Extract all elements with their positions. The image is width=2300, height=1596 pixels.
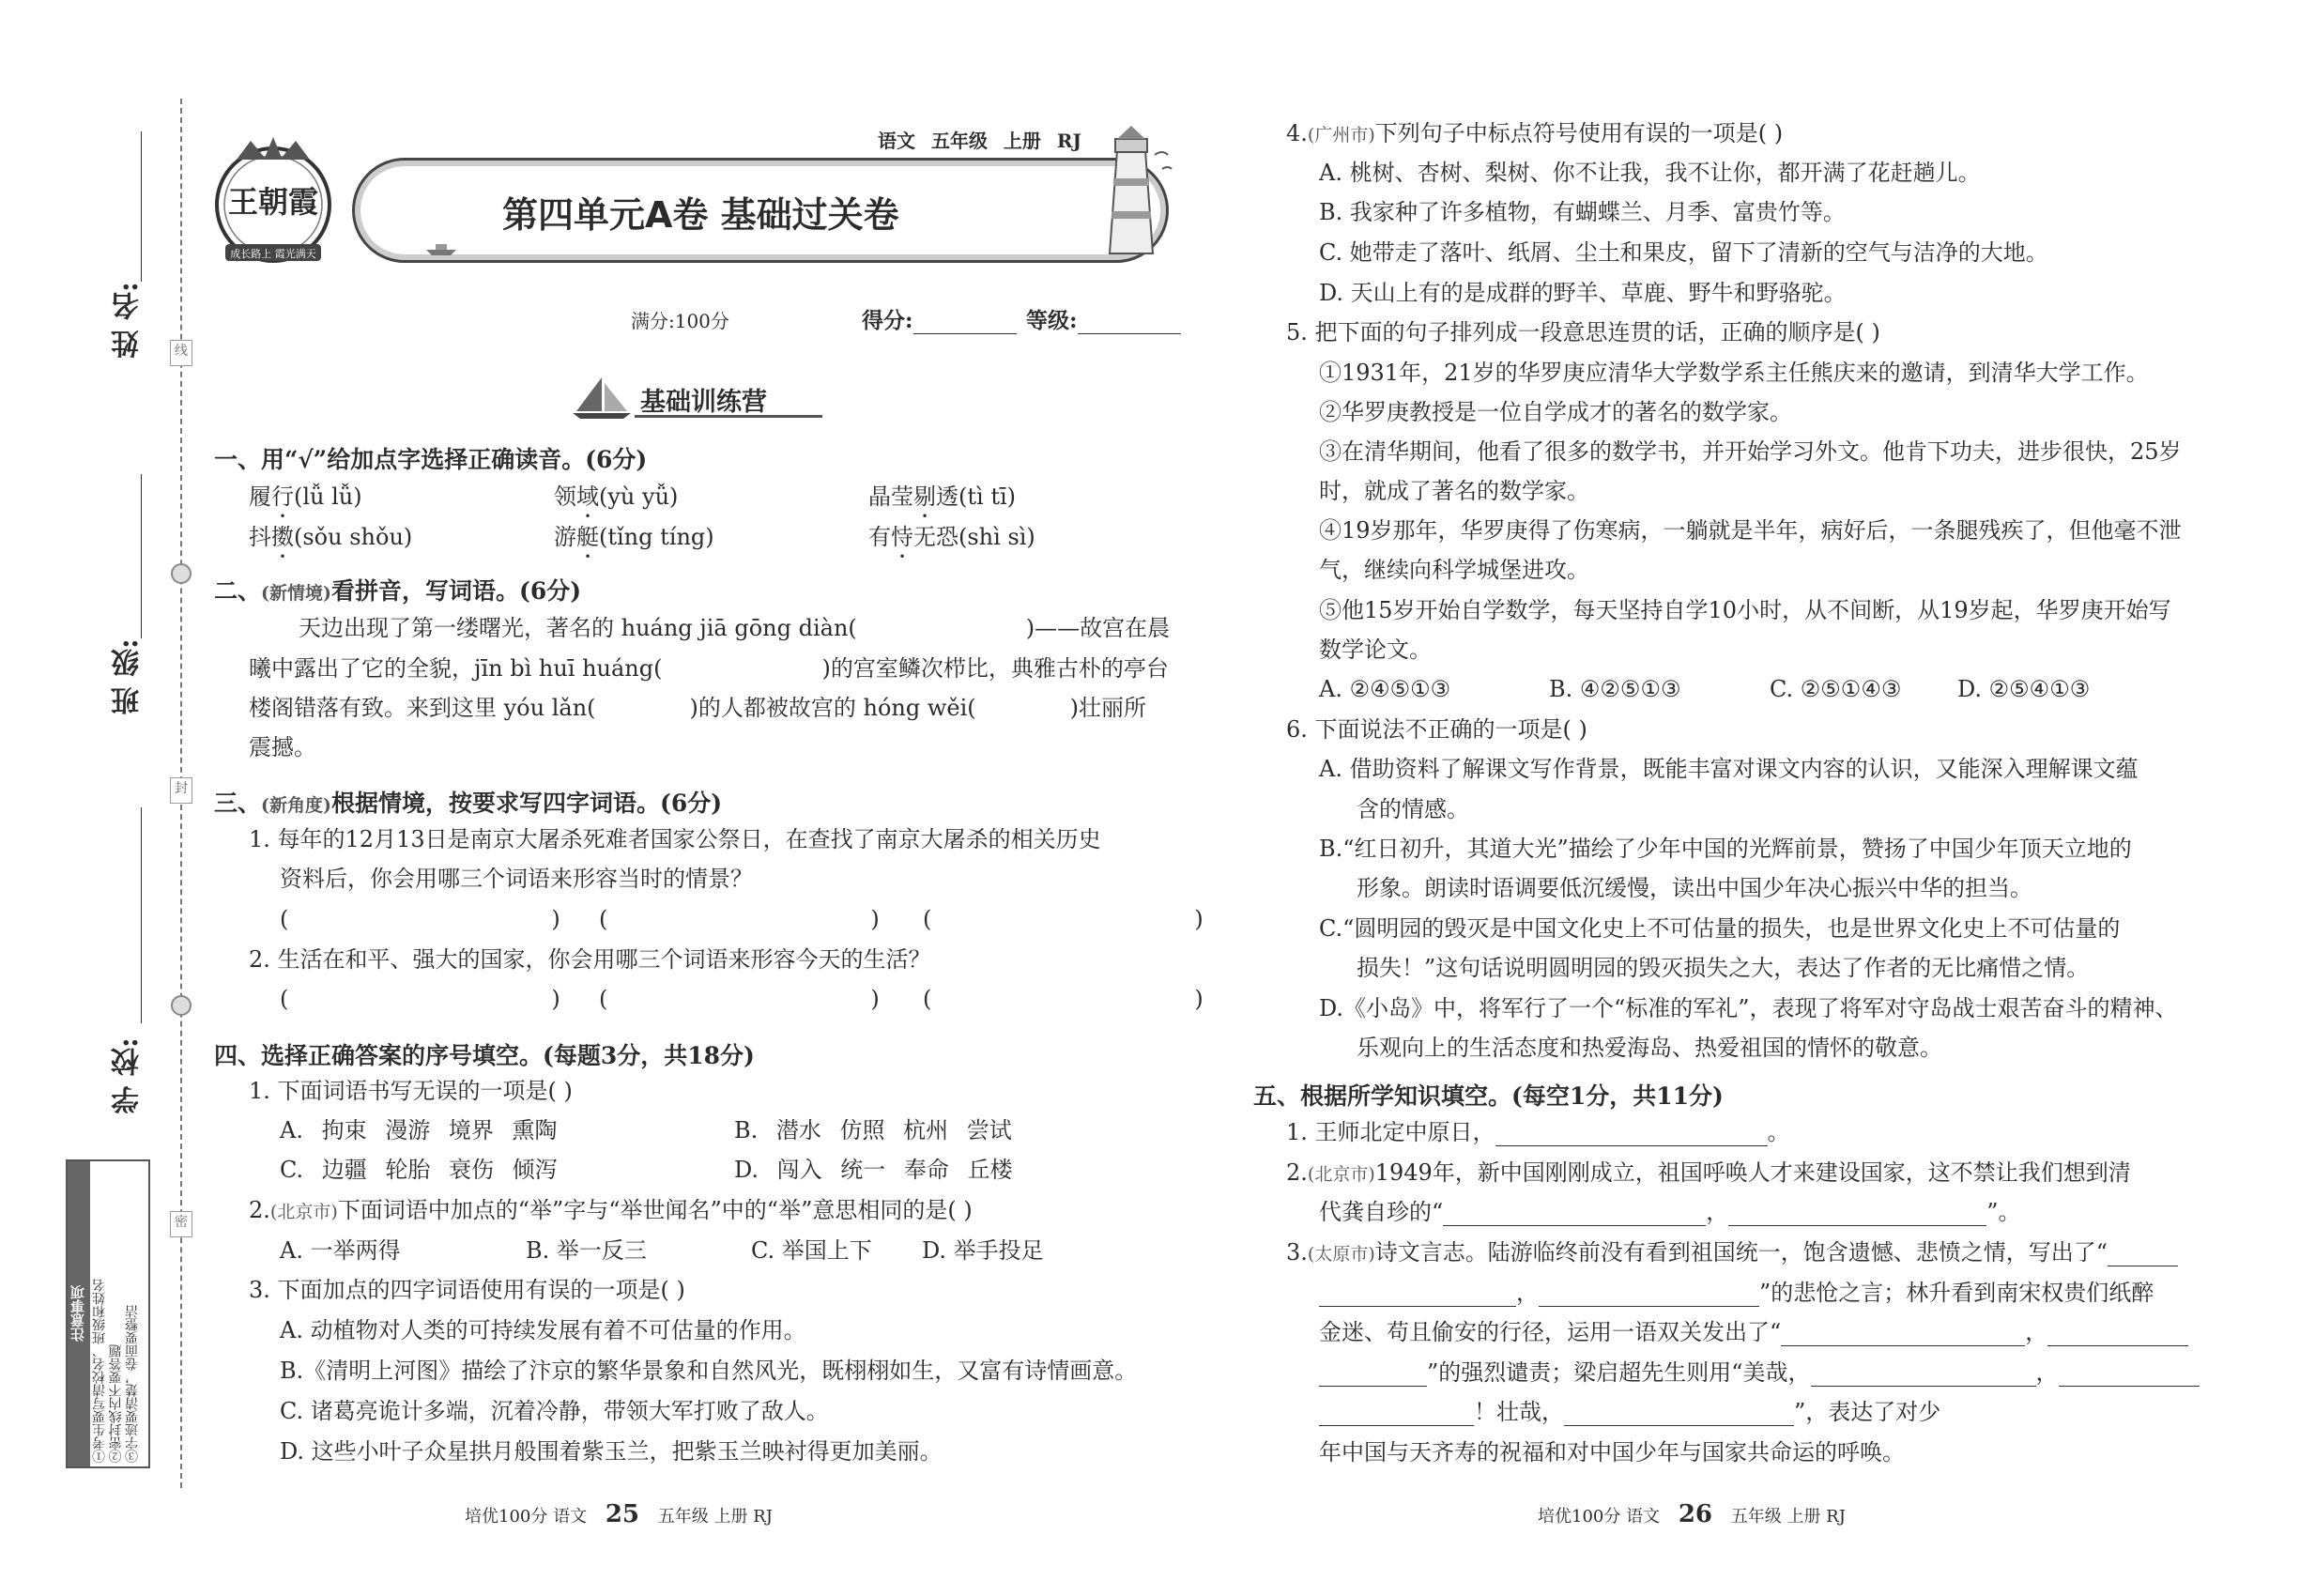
- q3-blank-row-2[interactable]: ( ) ( ) ( ): [280, 986, 1204, 1012]
- q4-s2-opt-d[interactable]: D. 举手投足: [922, 1237, 1044, 1264]
- q3-sub1-a: 1. 每年的12月13日是南京大屠杀死难者国家公祭日，在查找了南京大屠杀的相关历史: [249, 826, 1101, 852]
- q5-s1: 1. 王师北定中原日， 。: [1286, 1119, 1790, 1145]
- section-banner-text: 基础训练营: [640, 388, 767, 417]
- q5-s3-l2: ， ”的悲怆之言；林升看到南宋权贵们纸醉: [1319, 1280, 2154, 1307]
- notice-text: [90, 1161, 148, 1466]
- q4-s5-opt-d[interactable]: D. ②⑤④①③: [1957, 676, 2091, 702]
- q5-s3-l6: 年中国与天齐寿的祝福和对中国少年与国家共命运的呼唤。: [1319, 1439, 1905, 1466]
- q5-s3-l5: ！壮哉， ”，表达了对少: [1319, 1399, 1940, 1426]
- q3-blank-row-1[interactable]: ( ) ( ) ( ): [280, 906, 1204, 932]
- q2-tag: (新情境): [261, 583, 331, 604]
- q5-blank-1[interactable]: [1495, 1121, 1768, 1146]
- class-line: [141, 474, 142, 638]
- q4-s6-line-1[interactable]: A. 借助资料了解课文写作背景，既能丰富对课文内容的认识，又能深入理解课文蕴: [1319, 756, 2139, 782]
- logo: [208, 131, 338, 269]
- q4-s5-line-6: 气，继续向科学城堡进攻。: [1319, 557, 1589, 583]
- q5-s3: 3.(太原市)诗文言志。陆游临终前没有看到祖国统一，饱含遗憾、悲愤之情，写出了“: [1286, 1239, 2178, 1266]
- q4-s5-opt-a[interactable]: A. ②④⑤①③: [1319, 676, 1451, 702]
- q4-s5-line-4: 时，就成了著名的数学家。: [1319, 478, 1589, 504]
- q2-line-3: 楼阁错落有致。来到这里 yóu lǎn( )的人都被故宫的 hóng wěi( )壮丽所: [249, 695, 1147, 721]
- q4-s6-line-7[interactable]: D.《小岛》中，将军行了一个“标准的军礼”，表现了将军对守岛战士艰苦奋斗的精神、: [1319, 995, 2178, 1021]
- notice-title: 注意事项: [68, 1161, 90, 1466]
- q5-s2: 2.(北京市)1949年，新中国刚刚成立，祖国呼唤人才来建设国家，这不禁让我们想到清: [1286, 1159, 2131, 1186]
- footer-right: [1538, 1500, 1846, 1528]
- q2-title-text: 看拼音，写词语。(6分): [331, 577, 582, 605]
- q4-s5-line-8: 数学论文。: [1319, 637, 1432, 663]
- class-label: 班 级:: [112, 638, 145, 715]
- footer-left-prefix: 培优100分 语文: [465, 1507, 588, 1527]
- q5-blank-4[interactable]: [2108, 1241, 2178, 1266]
- binding-hole-1: [171, 563, 192, 584]
- q4-s6-line-5[interactable]: C.“圆明园的毁灭是中国文化史上不可估量的损失，也是世界文化史上不可估量的: [1319, 915, 2121, 942]
- q5-blank-7[interactable]: [1781, 1321, 2025, 1346]
- grade-blank[interactable]: [1078, 311, 1181, 334]
- q4-title: 四、选择正确答案的序号填空。(每题3分，共18分): [214, 1042, 755, 1069]
- q1-item-5[interactable]: 游艇(tǐng tíng): [554, 524, 714, 550]
- q4-s1-opt-c[interactable]: C. 边疆 轮胎 衰伤 倾泻: [280, 1157, 558, 1183]
- page-number-right: 26: [1678, 1500, 1712, 1528]
- logo-tagline: 成长路上 霞光满天: [230, 248, 316, 260]
- lighthouse-icon: [1080, 122, 1183, 267]
- q4-s1-opt-a[interactable]: A. 拘束 漫游 境界 熏陶: [280, 1117, 558, 1143]
- boat-icon: [424, 242, 458, 261]
- q4-s5-line-2: ②华罗庚教授是一位自学成才的著名的数学家。: [1319, 399, 1792, 425]
- cut-marker-2: 封: [170, 777, 192, 804]
- notice-item-3: ③字迹要清楚，卷面要整洁: [125, 1305, 140, 1463]
- q4-s6-line-2: 含的情感。: [1357, 796, 1469, 822]
- q5-blank-3[interactable]: [1728, 1201, 1986, 1226]
- q4-s6-line-6: 损失！”这句话说明圆明园的毁灭损失之大，表达了作者的无比痛惜之情。: [1357, 955, 2090, 981]
- q5-s3-l4: ”的强烈谴责；梁启超先生则用“美哉， ，: [1319, 1359, 2200, 1387]
- name-line: [141, 131, 142, 282]
- q5-blank-6[interactable]: [1539, 1281, 1759, 1307]
- q5-blank-10[interactable]: [1811, 1361, 2036, 1387]
- q3-title: 三、(新角度)根据情境，按要求写四字词语。(6分): [214, 790, 723, 817]
- q1-item-2[interactable]: 领域(yù yǚ): [554, 483, 679, 510]
- q4-s4-opt-c[interactable]: C. 她带走了落叶、纸屑、尘土和果皮，留下了清新的空气与洁净的大地。: [1319, 239, 2048, 266]
- q5-blank-12[interactable]: [1319, 1401, 1474, 1426]
- q4-s5-opt-b[interactable]: B. ④②⑤①③: [1549, 676, 1681, 702]
- q4-s6: 6. 下面说法不正确的一项是( ): [1286, 716, 1587, 743]
- q4-s5-line-1: ①1931年，21岁的华罗庚应清华大学数学系主任熊庆来的邀请，到清华大学工作。: [1319, 360, 2149, 386]
- q4-s1: 1. 下面词语书写无误的一项是( ): [249, 1078, 573, 1104]
- q4-s2-opt-a[interactable]: A. 一举两得: [280, 1237, 401, 1264]
- cut-marker-3: 密: [170, 1211, 192, 1237]
- q2-line-4: 震撼。: [249, 734, 316, 760]
- q4-s6-line-4: 形象。朗读时语调要低沉缓慢，读出中国少年决心振兴中华的担当。: [1357, 875, 2032, 901]
- q2-line-2: 曦中露出了它的全貌，jīn bì huī huáng( )的宫室鳞次栉比，典雅古朴的亭台: [249, 655, 1169, 682]
- q5-s3-l3: 金迷、苟且偷安的行径，运用一语双关发出了“ ，: [1319, 1319, 2188, 1346]
- name-label: 姓 名:: [112, 282, 145, 359]
- q4-s3-opt-d[interactable]: D. 这些小叶子众星拱月般围着紫玉兰，把紫玉兰映衬得更加美丽。: [280, 1438, 943, 1465]
- q4-s4-opt-b[interactable]: B. 我家种了许多植物，有蝴蝶兰、月季、富贵竹等。: [1319, 199, 1846, 225]
- q3-tag: (新角度): [261, 795, 331, 816]
- q1-item-1[interactable]: 履行(lǚ lǚ): [249, 483, 362, 510]
- q2-title: 二、(新情境)看拼音，写词语。(6分): [214, 577, 582, 605]
- q5-blank-9[interactable]: [1319, 1361, 1427, 1387]
- footer-right-prefix: 培优100分 语文: [1538, 1507, 1661, 1527]
- q4-s4: 4.(广州市)下列句子中标点符号使用有误的一项是( ): [1286, 120, 1784, 146]
- q4-s1-opt-b[interactable]: B. 潜水 仿照 杭州 尝试: [734, 1117, 1012, 1143]
- q1-item-3[interactable]: 晶莹剔透(tì tī): [868, 483, 1016, 510]
- notice-item-2: ②密封线内不要答题: [108, 1344, 124, 1463]
- q4-s4-opt-a[interactable]: A. 桃树、杏树、梨树、你不让我，我不让你，都开满了花赶趟儿。: [1319, 160, 1981, 186]
- notice-item-1: ①考生要写清校名、班级和姓名: [92, 1279, 107, 1463]
- school-line: [141, 807, 142, 1023]
- binding-hole-2: [171, 995, 192, 1016]
- grade-label: 等级:: [1026, 308, 1078, 333]
- footer-left: [465, 1500, 773, 1528]
- cut-marker-1: 线: [170, 340, 192, 366]
- logo-text: 王朝霞: [227, 184, 318, 220]
- q1-item-4[interactable]: 抖擞(sǒu shǒu): [249, 524, 413, 550]
- score-label: 得分:: [862, 308, 913, 333]
- q4-s6-line-8: 乐观向上的生活态度和热爱海岛、热爱祖国的情怀的敬意。: [1357, 1035, 1942, 1061]
- footer-right-suffix: 五年级 上册 RJ: [1730, 1507, 1846, 1527]
- score-blank[interactable]: [913, 311, 1017, 334]
- q3-title-text: 根据情境，按要求写四字词语。(6分): [331, 790, 723, 817]
- school-label: 学 校:: [112, 1037, 145, 1114]
- q4-s5-opt-c[interactable]: C. ②⑤①④③: [1770, 676, 1902, 702]
- q4-s3-opt-c[interactable]: C. 诸葛亮诡计多端，沉着冷静，带领大军打败了敌人。: [280, 1398, 829, 1424]
- score-field: [862, 308, 1017, 334]
- q4-s3-opt-a[interactable]: A. 动植物对人类的可持续发展有着不可估量的作用。: [280, 1317, 806, 1343]
- q5-title: 五、根据所学知识填空。(每空1分，共11分): [1253, 1082, 1724, 1110]
- q3-sub2: 2. 生活在和平、强大的国家，你会用哪三个词语来形容今天的生活？: [249, 946, 931, 973]
- q5-blank-8[interactable]: [2047, 1321, 2188, 1346]
- q4-s5-line-3: ③在清华期间，他看了很多的数学书，并开始学习外文。他肯下功夫，进步很快，25岁: [1319, 438, 2182, 465]
- grade-field: [1026, 308, 1181, 334]
- q4-s5-line-7: ⑤他15岁开始自学数学，每天坚持自学10小时，从不间断，从19岁起，华罗庚开始写: [1319, 597, 2171, 623]
- q5-s2-b: 代龚自珍的“ ， ”。: [1319, 1199, 2021, 1225]
- q4-s5-line-5: ④19岁那年，华罗庚得了伤寒病，一躺就是半年，病好后，一条腿残疾了，但他毫不泄: [1319, 517, 2182, 544]
- full-score: 满分:100分: [631, 310, 729, 332]
- q4-s3-opt-b[interactable]: B.《清明上河图》描绘了汴京的繁华景象和自然风光，既栩栩如生，又富有诗情画意。: [280, 1358, 1138, 1384]
- q4-s2-opt-c[interactable]: C. 举国上下: [751, 1237, 872, 1264]
- q4-s2-opt-b[interactable]: B. 举一反三: [526, 1237, 647, 1264]
- q4-s3: 3. 下面加点的四字词语使用有误的一项是( ): [249, 1277, 685, 1303]
- q5-blank-2[interactable]: [1443, 1201, 1706, 1226]
- sailboat-icon: [569, 374, 635, 421]
- q3-sub1-b: 资料后，你会用哪三个词语来形容当时的情景？: [280, 866, 753, 892]
- notice-box: [66, 1159, 150, 1468]
- q4-s6-line-3[interactable]: B.“红日初升，其道大光”描绘了少年中国的光辉前景，赞扬了中国少年顶天立地的: [1319, 836, 2132, 862]
- q1-title: 一、用“√”给加点字选择正确读音。(6分): [214, 446, 648, 473]
- q5-blank-5[interactable]: [1319, 1281, 1516, 1307]
- section-banner-underline: [635, 415, 822, 418]
- q4-s2: 2.(北京市)下面词语中加点的“举”字与“举世闻名”中的“举”意思相同的是( ): [249, 1197, 973, 1223]
- page-number-left: 25: [605, 1500, 639, 1528]
- footer-left-suffix: 五年级 上册 RJ: [657, 1507, 773, 1527]
- q5-blank-13[interactable]: [1564, 1401, 1794, 1426]
- subject-tags: 语文 五年级 上册 RJ: [878, 130, 1081, 152]
- q4-s1-opt-d[interactable]: D. 闯入 统一 奉命 丘楼: [734, 1157, 1013, 1183]
- q5-blank-11[interactable]: [2059, 1361, 2200, 1387]
- q4-s5: 5. 把下面的句子排列成一段意思连贯的话，正确的顺序是( ): [1286, 319, 1880, 345]
- q2-line-1: 天边出现了第一缕曙光，著名的 huáng jiā gōng diàn( )——故宫在晨: [299, 615, 1171, 641]
- q1-item-6[interactable]: 有恃无恐(shì sì): [868, 524, 1035, 550]
- page-title: 第四单元A卷 基础过关卷: [502, 194, 899, 236]
- section-banner: [569, 374, 822, 421]
- q4-s4-opt-d[interactable]: D. 天山上有的是成群的野羊、草鹿、野牛和野骆驼。: [1319, 280, 1847, 306]
